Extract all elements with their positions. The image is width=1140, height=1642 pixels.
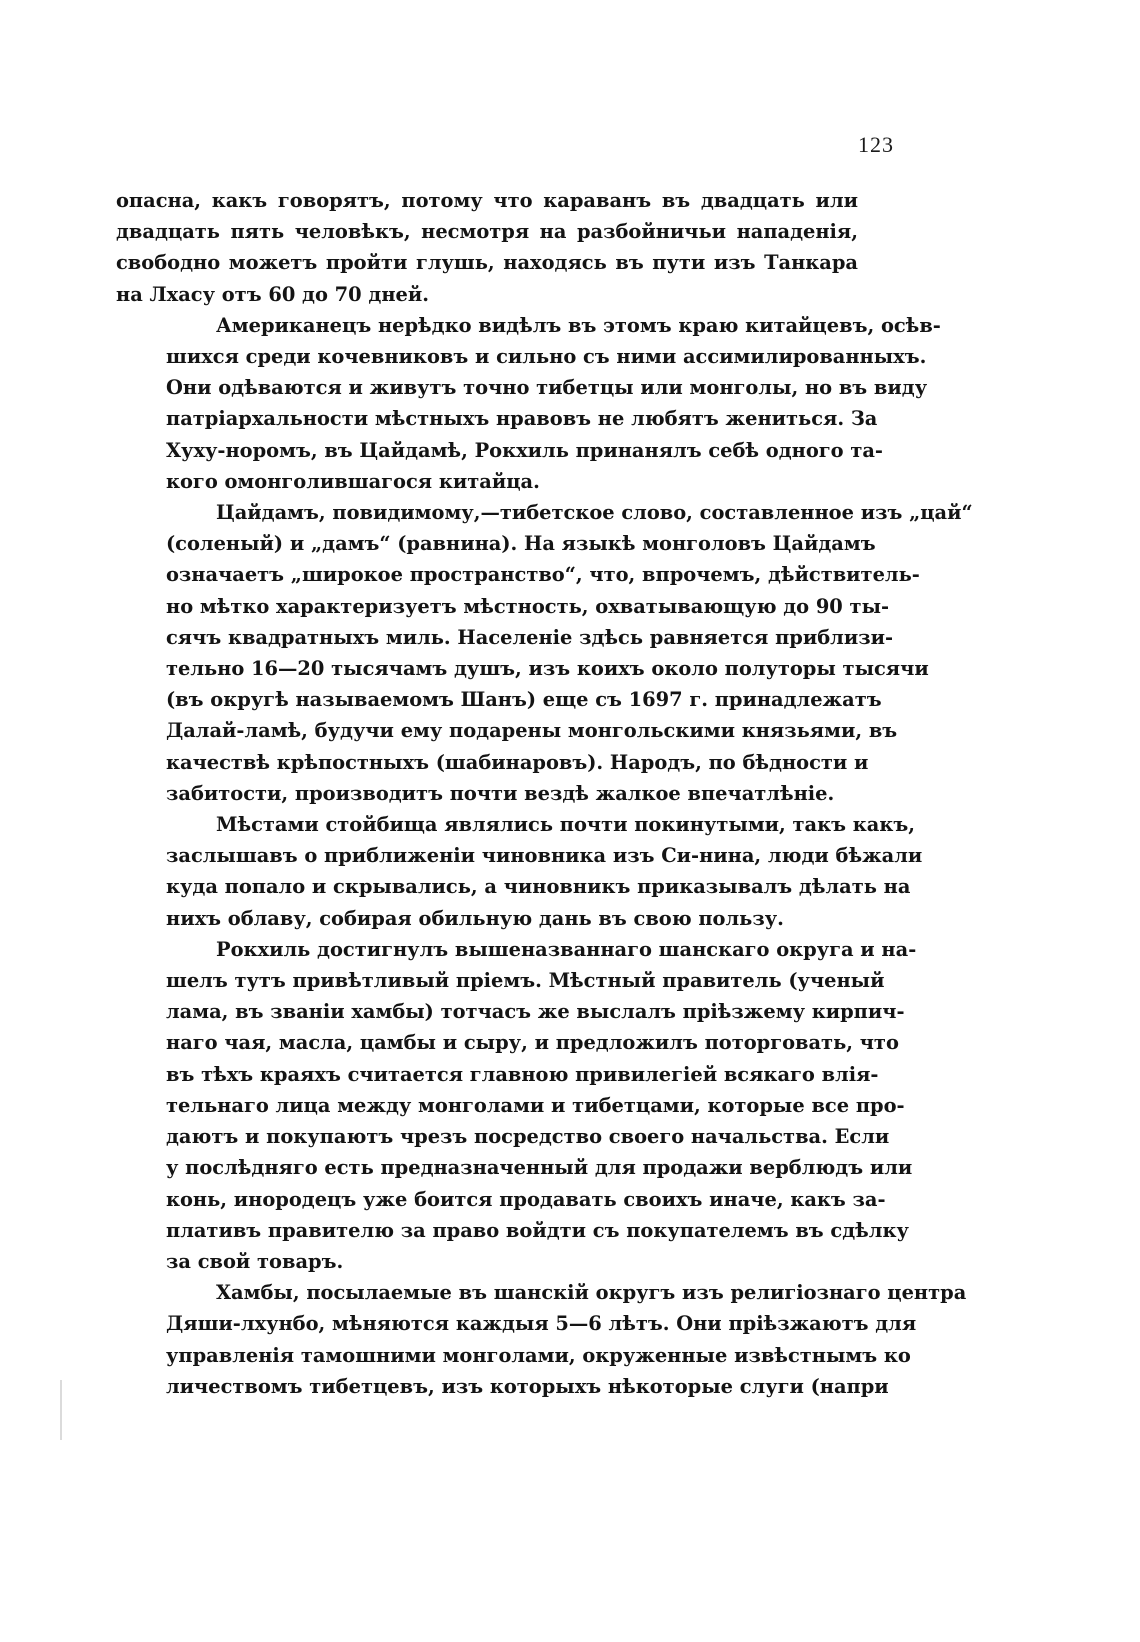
text-line: Мѣстами стойбища являлись почти покинутыми, такъ какъ, bbox=[216, 813, 915, 837]
text-line: Они одѣваются и живутъ точно тибетцы или монголы, но въ виду bbox=[166, 376, 928, 400]
text-line: но мѣтко характеризуетъ мѣстность, охватывающую до 90 ты- bbox=[166, 594, 890, 618]
text-line: Цайдамъ, повидимому,—тибетское слово, составленное изъ „цай“ bbox=[216, 501, 973, 525]
text-line: тельнаго лица между монголами и тибетцами, которые все про- bbox=[166, 1093, 905, 1117]
paragraph bbox=[116, 934, 917, 1277]
text-line: шихся среди кочевниковъ и сильно съ ними ассимилированныхъ. bbox=[166, 345, 927, 369]
text-line: нихъ облаву, собирая обильную дань въ свою пользу. bbox=[166, 906, 784, 930]
text-line: Хуху-норомъ, въ Цайдамѣ, Рокхиль принанялъ себѣ одного та- bbox=[166, 438, 883, 462]
page-number: 123 bbox=[858, 132, 894, 157]
text-line: конь, инородецъ уже боится продавать своихъ иначе, какъ за- bbox=[166, 1187, 886, 1211]
body-text bbox=[116, 185, 973, 1402]
text-line: означаетъ „широкое пространство“, что, впрочемъ, дѣйствитель- bbox=[166, 563, 920, 587]
text-line: кого омонголившагося китайца. bbox=[166, 469, 540, 493]
text-line: тельно 16—20 тысячамъ душъ, изъ коихъ около полуторы тысячи bbox=[166, 657, 929, 681]
text-line: заслышавъ о приближеніи чиновника изъ Си-нина, люди бѣжали bbox=[166, 844, 923, 868]
paragraph bbox=[116, 497, 973, 809]
text-line: Хамбы, посылаемые въ шанскій округъ изъ религіознаго центра bbox=[216, 1281, 967, 1305]
paragraph bbox=[116, 310, 941, 497]
text-line: куда попало и скрывались, а чиновникъ приказывалъ дѣлать на bbox=[166, 875, 911, 899]
paragraph bbox=[116, 1277, 967, 1402]
paragraph bbox=[116, 185, 858, 310]
text-line: Американецъ нерѣдко видѣлъ въ этомъ краю китайцевъ, осѣв- bbox=[216, 313, 941, 337]
margin-mark bbox=[60, 1380, 62, 1440]
text-line: лама, въ званіи хамбы) тотчасъ же выслалъ пріѣзжему кирпич- bbox=[166, 1000, 905, 1024]
text-line: двадцать пять человѣкъ, несмотря на разбойничьи нападенія, bbox=[116, 220, 858, 244]
paragraph bbox=[116, 809, 923, 934]
text-line: Дяши-лхунбо, мѣняются каждыя 5—6 лѣтъ. Они пріѣзжаютъ для bbox=[166, 1312, 917, 1336]
text-line: на Лхасу отъ 60 до 70 дней. bbox=[116, 282, 429, 306]
text-line: въ тѣхъ краяхъ считается главною привилегіей всякаго влія- bbox=[166, 1062, 879, 1086]
text-line: патріархальности мѣстныхъ нравовъ не любятъ жениться. За bbox=[166, 407, 878, 431]
text-line: плативъ правителю за право войдти съ покупателемъ въ сдѣлку bbox=[166, 1218, 909, 1242]
text-line: за свой товаръ. bbox=[166, 1249, 344, 1273]
text-line: сячъ квадратныхъ миль. Населеніе здѣсь равняется приблизи- bbox=[166, 625, 894, 649]
text-line: у послѣдняго есть предназначенный для продажи верблюдъ или bbox=[166, 1156, 913, 1180]
text-line: даютъ и покупаютъ чрезъ посредство своего начальства. Если bbox=[166, 1125, 890, 1149]
text-line: управленія тамошними монголами, окруженные извѣстнымъ ко bbox=[166, 1343, 911, 1367]
text-line: качествѣ крѣпостныхъ (шабинаровъ). Народъ, по бѣдности и bbox=[166, 750, 869, 774]
text-line: (соленый) и „дамъ“ (равнина). На языкѣ монголовъ Цайдамъ bbox=[166, 532, 876, 556]
text-line: наго чая, масла, цамбы и сыру, и предложилъ поторговать, что bbox=[166, 1031, 899, 1055]
text-line: (въ округѣ называемомъ Шанъ) еще съ 1697 г. принадлежатъ bbox=[166, 688, 882, 712]
text-line: опасна, какъ говорятъ, потому что караванъ въ двадцать или bbox=[116, 189, 858, 212]
text-line: забитости, производитъ почти вездѣ жалкое впечатлѣніе. bbox=[166, 781, 835, 805]
text-line: свободно можетъ пройти глушь, находясь въ пути изъ Танкара bbox=[116, 251, 858, 275]
text-line: личествомъ тибетцевъ, изъ которыхъ нѣкоторые слуги (напри bbox=[166, 1374, 889, 1398]
text-line: Рокхиль достигнулъ вышеназваннаго шанскаго округа и на- bbox=[216, 937, 917, 961]
text-line: шелъ тутъ привѣтливый пріемъ. Мѣстный правитель (ученый bbox=[166, 969, 885, 993]
text-line: Далай-ламѣ, будучи ему подарены монгольскими князьями, въ bbox=[166, 719, 898, 743]
